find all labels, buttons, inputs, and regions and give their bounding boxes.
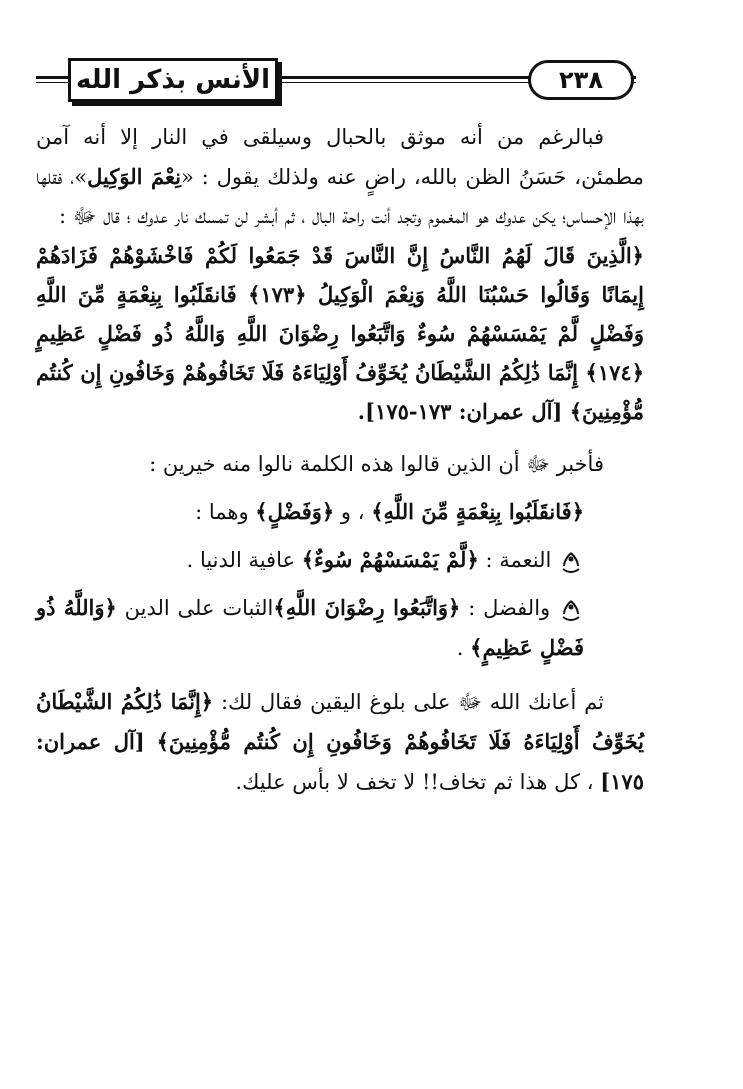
- fadl-verse: ﴿وَاتَّبَعُوا رِضْوَانَ اللَّهِ﴾: [273, 595, 461, 620]
- flower-bullet-icon: [558, 597, 584, 623]
- fadl-label: والفضل :: [468, 596, 551, 620]
- nima-text: عافية الدنيا .: [186, 548, 296, 572]
- quote-nima-alwakil: نِعْمَ الوَكِيل: [87, 164, 181, 189]
- paragraph-2: فأخبر ﷻ أن الذين قالوا هذه الكلمة نالوا منه خيرين :: [149, 452, 604, 476]
- paragraph-3-text-a: ثم أعانك الله ﷻ على بلوغ اليقين فقال لك:: [220, 690, 604, 714]
- two-things-line: [36, 492, 644, 532]
- fadl-verse-2: ﴿وَاللَّهُ ذُو فَضْلٍ عَظِيمٍ﴾: [36, 595, 584, 660]
- two-things-end: وهما :: [195, 500, 249, 524]
- paragraph-3-text-b: ، كل هذا ثم تخاف!! لا تخف لا بأس عليك.: [235, 770, 594, 794]
- paragraph-3: [36, 682, 644, 802]
- connector-and: ، و: [340, 500, 365, 524]
- paragraph-1: [36, 118, 644, 236]
- fadl-end: .: [456, 636, 464, 660]
- fadl-text: الثبات على الدين: [124, 596, 274, 620]
- page-number: ٢٣٨: [528, 60, 634, 100]
- nima-label: النعمة :: [485, 548, 552, 572]
- paragraph-3-verse: ﴿إِنَّمَا ذَٰلِكُمُ الشَّيْطَانُ يُخَوِّفُ أَوْلِيَاءَهُ فَلَا تَخَافُوهُمْ وَخَافُونِ إِن كُنتُم مُّؤْمِنِينَ﴾: [36, 689, 645, 754]
- paragraph-1-text-a: فبالرغم من أنه موثق بالحبال وسيلقى في النار إلا أنه آمن مطمئن، حَسَنُ الظن بالله، راضٍ عنه ولذلك يقول : «: [36, 125, 645, 189]
- fadl-line: [36, 588, 644, 668]
- nima-line: [36, 540, 644, 580]
- verse-reference: [آل عمران: ١٧٣-١٧٥].: [357, 399, 563, 424]
- verse-fadl: ﴿وَفَضْلٍ﴾: [255, 499, 335, 524]
- verse-block: [36, 236, 644, 431]
- verse-inqalabu: ﴿فَانقَلَبُوا بِنِعْمَةٍ مِّنَ اللَّهِ﴾: [371, 499, 584, 524]
- paragraph-1-text-b: »، فقلها بهذا الإحساس؛ يكن عدوك هو المغموم وتجد أنت راحة البال ، ثم أبشر لن تمسك نار عدوك ؛ قال ﷻ :: [36, 165, 644, 228]
- page-body: [36, 118, 644, 802]
- nima-verse: ﴿لَّمْ يَمْسَسْهُمْ سُوءٌ﴾: [301, 547, 479, 572]
- verse-text: ﴿الَّذِينَ قَالَ لَهُمُ النَّاسُ إِنَّ النَّاسَ قَدْ جَمَعُوا لَكُمْ فَاخْشَوْهُمْ فَزَادَهُمْ إِيمَانًا وَقَالُوا حَسْبُنَا اللَّهُ وَنِعْمَ الْوَكِيلُ ﴿١٧٣﴾ فَانقَلَبُوا بِنِعْمَةٍ مِّنَ اللَّهِ وَفَضْلٍ لَّمْ يَمْسَسْهُمْ سُوءٌ وَاتَّبَعُوا رِضْوَانَ اللَّهِ وَاللَّهُ ذُو فَضْلٍ عَظِيمٍ ﴿١٧٤﴾ إِنَّمَا ذَٰلِكُمُ الشَّيْطَانُ يُخَوِّفُ أَوْلِيَاءَهُ فَلَا تَخَافُوهُمْ وَخَافُونِ إِن كُنتُم مُّؤْمِنِينَ﴾: [36, 243, 644, 424]
- paragraph-3-reference: [آل عمران: ١٧٥]: [36, 729, 644, 794]
- book-title: الأنس بذكر الله: [68, 58, 278, 102]
- flower-bullet-icon: [558, 549, 584, 575]
- page-header: [36, 52, 636, 108]
